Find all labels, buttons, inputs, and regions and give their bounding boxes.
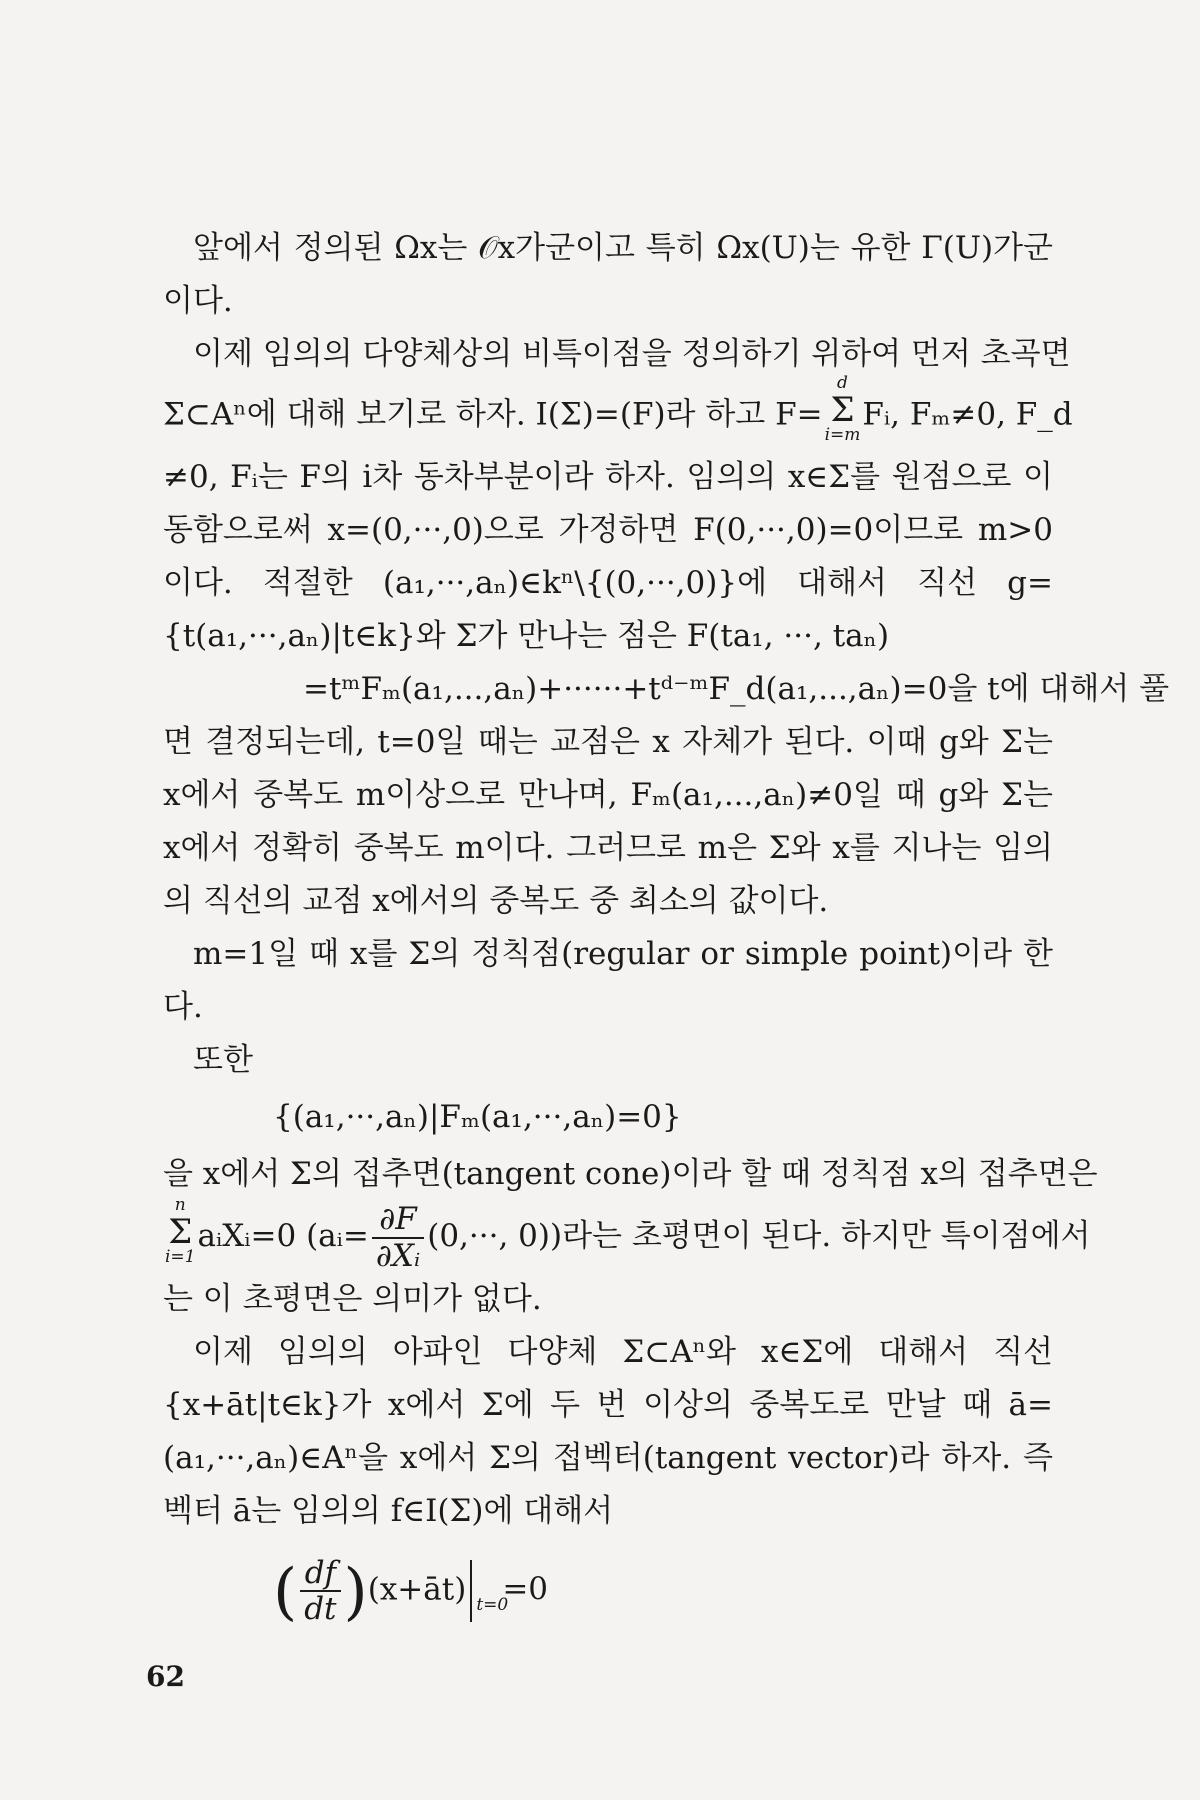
derivative-fraction [300, 1556, 340, 1626]
evaluation-bar [470, 1560, 509, 1622]
paragraph-2-line-2 [163, 373, 1073, 451]
paragraph-2-line-1: 이제 임의의 다양체상의 비특이점을 정의하기 위하여 먼저 초곡면 [193, 336, 1071, 372]
paragraph-2-line-2-end: Fᵢ, Fₘ≠0, F_d [862, 396, 1073, 433]
sum-upper-limit: d [837, 373, 848, 393]
equation-expansion: =tᵐFₘ(a₁,...,aₙ)+······+tᵈ⁻ᵐF_d(a₁,...,aₙ)=0을 t에 대해서 풀 [303, 671, 1170, 707]
paragraph-3-line-4-end: (0,···, 0))라는 초평면이 된다. 하지만 특이점에서 [427, 1218, 1091, 1254]
paragraph-3-line-2: 또한 [193, 1042, 253, 1078]
derivative-argument: (x+āt) [367, 1571, 467, 1608]
sum-upper-limit-2: n [174, 1194, 186, 1215]
summation-symbol: d Σ i=m [824, 373, 861, 445]
paragraph-4: 이제 임의의 아파인 다양체 Σ⊂Aⁿ와 x∈Σ에 대해서 직선 {x+āt|t∈k}가 x에서 Σ에 두 번 이상의 중복도로 만날 때 ā=(a₁,···,aₙ)∈Aⁿ을 x에서 Σ의 접벡터(tangent vector)라 하자. 즉 벡터 ā는 임의의 f∈I(Σ)에 대해서 [163, 1333, 1053, 1529]
paragraph-3-line-3: 을 x에서 Σ의 접추면(tangent cone)이라 할 때 정칙점 x의 접추면은 [163, 1156, 1098, 1192]
paragraph-3-line-4 [163, 1194, 1091, 1274]
paragraph-2-body: ≠0, Fᵢ는 F의 i차 동차부분이라 하자. 임의의 x∈Σ를 원점으로 이동함으로써 x=(0,···,0)으로 가정하면 F(0,···,0)=0이므로 m>0이다. 적절한 (a₁,···,aₙ)∈kⁿ\{(0,···,0)}에 대해서 직선 g={t(a₁,···,aₙ)|t∈k}와 Σ가 만나는 점은 F(ta₁, ···, taₙ) [163, 459, 1053, 654]
equation-rhs: =0 [502, 1571, 549, 1608]
equation-tangent-vector: ( $\frac{df}{dt}$ )(x+āt) t=0 =0 [163, 1556, 1053, 1626]
paragraph-2-rest: 면 결정되는데, t=0일 때는 교점은 x 자체가 된다. 이때 g와 Σ는 x에서 중복도 m이상으로 만나며, Fₘ(a₁,...,aₙ)≠0일 때 g와 Σ는 x에서 정확히 중복도 m이다. 그러므로 m은 Σ와 x를 지나는 임의의 직선의 교점 x에서의 중복도 중 최소의 값이다. [163, 724, 1053, 919]
paragraph-3-line-4-start: aᵢXᵢ=0 (aᵢ= [197, 1218, 369, 1254]
paragraph-2-line-2-start: Σ⊂Aⁿ에 대해 보기로 하자. I(Σ)=(F)라 하고 F= [163, 396, 823, 433]
partial-derivative-fraction [372, 1202, 424, 1272]
paragraph-3-line-1: m=1일 때 x를 Σ의 정칙점(regular or simple point)이라 한다. [163, 936, 1053, 1025]
evaluation-subscript: t=0 [476, 1594, 509, 1615]
equation-tangent-cone: {(a₁,···,aₙ)|Fₘ(a₁,···,aₙ)=0} [273, 1099, 682, 1135]
fraction-denominator: ∂Xᵢ [375, 1237, 421, 1274]
page-body [163, 222, 1170, 1628]
paragraph-3-line-5: 는 이 초평면은 의미가 없다. [163, 1280, 542, 1317]
derivative-numerator: df [300, 1556, 340, 1592]
derivative-denominator: dt [304, 1590, 337, 1627]
page-number: 62 [146, 1660, 185, 1693]
fraction-numerator: ∂F [372, 1202, 424, 1238]
sum-lower-limit: i=m [824, 425, 861, 445]
paragraph-1: 앞에서 정의된 Ωx는 𝒪x가군이고 특히 Ωx(U)는 유한 Γ(U)가군이다. [163, 230, 1053, 319]
summation-symbol-2: n Σ i=1 [165, 1194, 196, 1267]
sum-lower-limit-2: i=1 [165, 1246, 196, 1267]
